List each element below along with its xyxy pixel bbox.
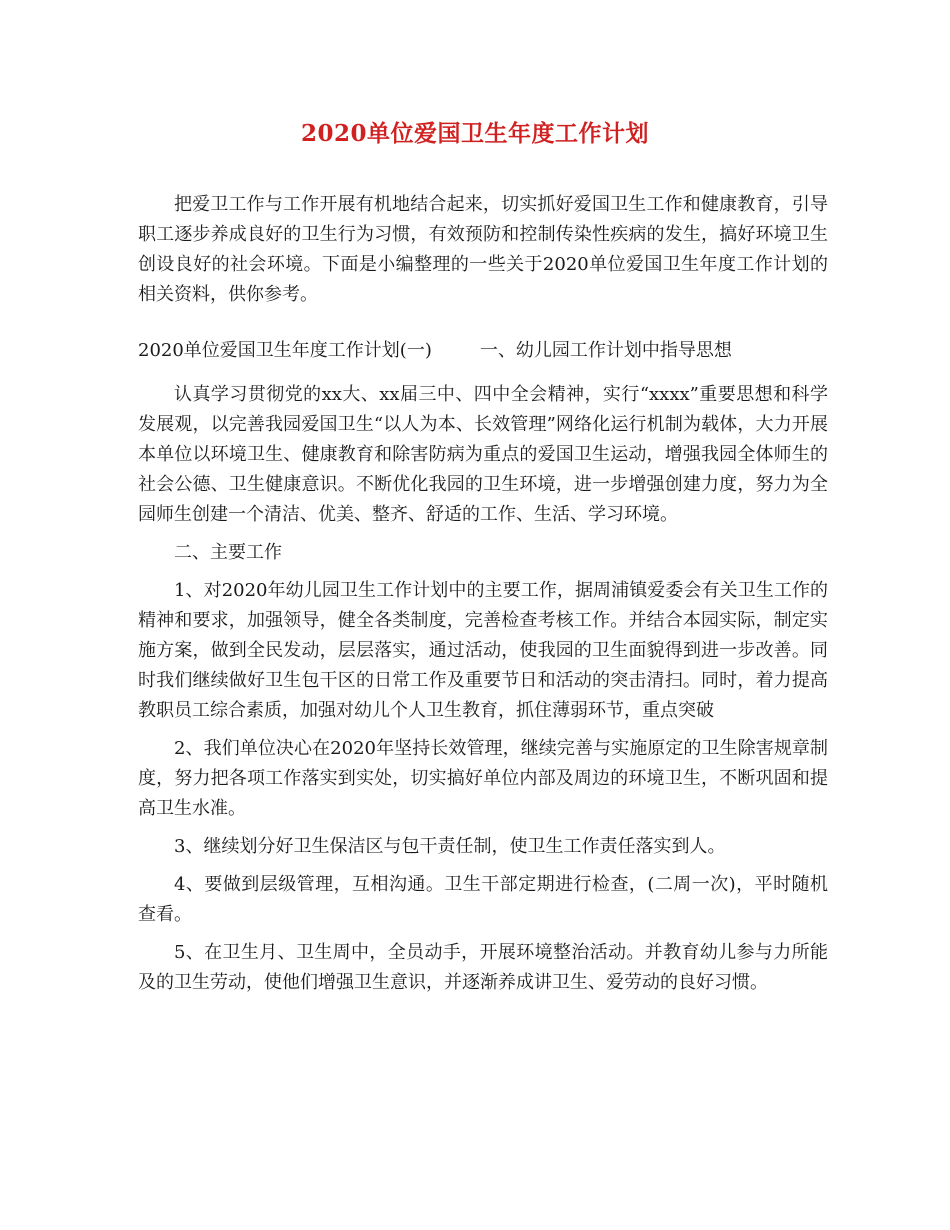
- list-item: 5、在卫生月、卫生周中，全员动手，开展环境整治活动。并教育幼儿参与力所能及的卫生劳动，使他们增强卫生意识，并逐渐养成讲卫生、爱劳动的良好习惯。: [138, 942, 828, 993]
- section1-heading: 一、幼儿园工作计划中指导思想: [479, 340, 732, 361]
- document-title: 2020单位爱国卫生年度工作计划: [300, 120, 649, 147]
- list-item: 2、我们单位决心在2020年坚持长效管理，继续完善与实施原定的卫生除害规章制度，努力把各项工作落实到实处，切实搞好单位内部及周边的环境卫生，不断巩固和提高卫生水准。: [138, 738, 828, 819]
- plan-heading: 2020单位爱国卫生年度工作计划(一): [138, 340, 432, 361]
- intro-section: [138, 190, 828, 310]
- section1-paragraph: 认真学习贯彻党的xx大、xx届三中、四中全会精神，实行“xxxx”重要思想和科学发展观，以完善我园爱国卫生“以人为本、长效管理”网络化运行机制为载体，大力开展本单位以环境卫生、健康教育和除害防病为重点的爱国卫生运动，增强我园全体师生的社会公德、卫生健康意识。不断优化我园的卫生环境，进一步增强创建力度，努力为全园师生创建一个清洁、优美、整齐、舒适的工作、生活、学习环境。: [138, 384, 828, 525]
- list-item: 4、要做到层级管理，互相沟通。卫生干部定期进行检查，(二周一次)，平时随机查看。: [138, 874, 828, 925]
- intro-paragraph: 把爱卫工作与工作开展有机地结合起来，切实抓好爱国卫生工作和健康教育，引导职工逐步养成良好的卫生行为习惯，有效预防和控制传染性疾病的发生，搞好环境卫生创设良好的社会环境。下面是小编整理的一些关于2020单位爱国卫生年度工作计划的相关资料，供你参考。: [138, 194, 828, 305]
- body-section: [138, 380, 828, 998]
- list-item: 1、对2020年幼儿园卫生工作计划中的主要工作，据周浦镇爱委会有关卫生工作的精神和要求，加强领导，健全各类制度，完善检查考核工作。并结合本园实际，制定实施方案，做到全民发动，层层落实，通过活动，使我园的卫生面貌得到进一步改善。同时我们继续做好卫生包干区的日常工作及重要节日和活动的突击清扫。同时，着力提高教职员工综合素质，加强对幼儿个人卫生教育，抓住薄弱环节，重点突破: [138, 580, 828, 721]
- plan-heading-line: [138, 336, 828, 366]
- list-item: 3、继续划分好卫生保洁区与包干责任制，使卫生工作责任落实到人。: [174, 836, 726, 857]
- section2-heading: 二、主要工作: [174, 542, 282, 563]
